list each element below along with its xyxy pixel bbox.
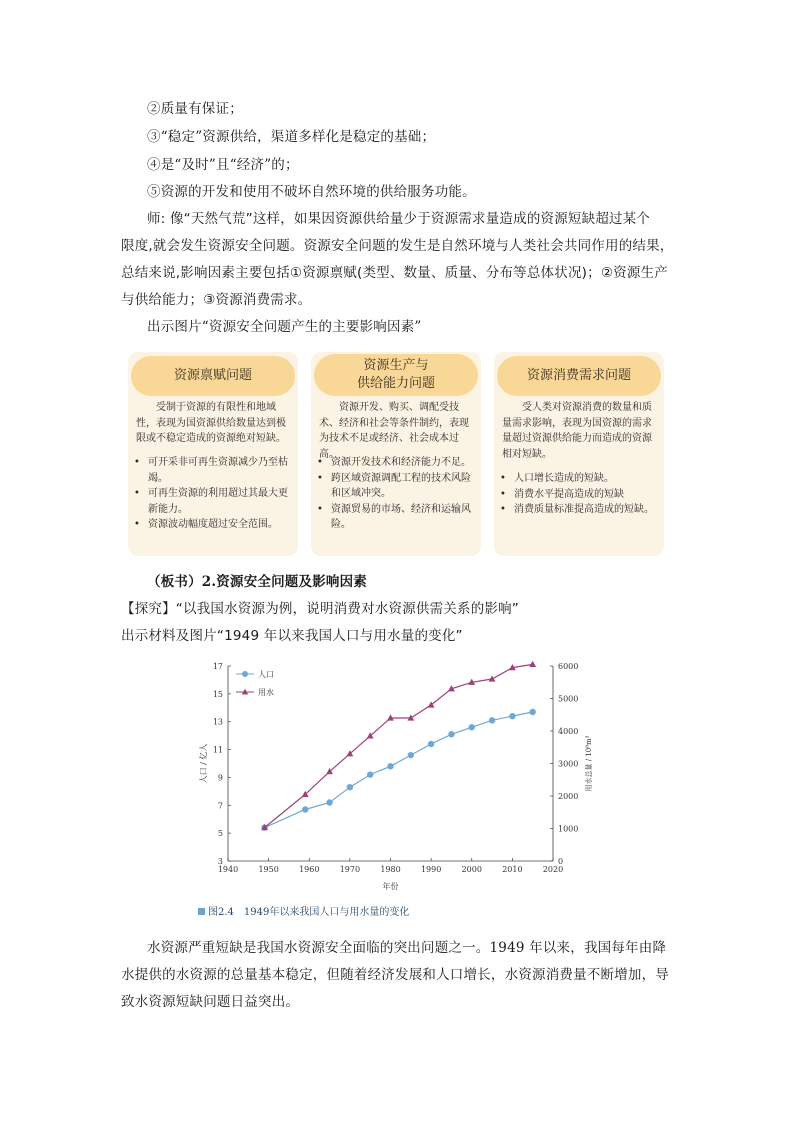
card-demand [494, 352, 664, 556]
data-point-1 [529, 661, 536, 667]
data-point-0 [367, 771, 373, 777]
data-point-0 [387, 763, 393, 769]
closing-line-2: 水提供的水资源的总量基本稳定，但随着经济发展和人口增长，水资源消费量不断增加，导 [121, 967, 669, 983]
caption-text: 图2.4 1949年以来我国人口与用水量的变化 [208, 907, 410, 918]
data-point-0 [408, 752, 414, 758]
legend-marker-0 [242, 671, 248, 677]
caption-square-icon [198, 908, 205, 915]
intro-line-1: ②质量有保证； [147, 101, 243, 117]
y-right-tick-label: 3000 [558, 759, 579, 769]
intro-line-4: ⑤资源的开发和使用不破坏自然环境的供给服务功能。 [147, 184, 476, 200]
y-left-tick-label: 11 [212, 745, 223, 755]
data-point-0 [302, 806, 308, 812]
x-tick-label: 1980 [380, 865, 401, 874]
x-tick-label: 1990 [420, 865, 442, 874]
teacher-line-3: 总结来说,影响因素主要包括①资源禀赋(类型、数量、质量、分布等总体状况)；②资源生产 [121, 265, 668, 281]
list-item: • 可再生资源的利用超过其最大更新能力。 [134, 486, 292, 517]
card-supply [311, 352, 481, 556]
y-left-tick-label: 5 [217, 829, 223, 839]
x-tick-label: 2010 [502, 865, 523, 874]
x-tick-label: 2020 [542, 865, 564, 874]
data-point-0 [489, 717, 495, 723]
list-item: • 人口增长造成的短缺。 [500, 471, 658, 487]
data-point-0 [326, 799, 332, 805]
legend-label-1: 用水 [258, 688, 274, 697]
data-point-0 [509, 713, 515, 719]
teacher-line-1: 师: 像“天然气荒”这样，如果因资源供给量少于资源需求量造成的资源短缺超过某个 [147, 211, 651, 227]
series-line-1 [265, 664, 533, 827]
y-right-tick-label: 5000 [558, 694, 579, 704]
chart-svg [196, 658, 593, 898]
explore-line: 【探究】“以我国水资源为例，说明消费对水资源供需关系的影响” [121, 601, 519, 617]
data-point-0 [529, 709, 535, 715]
y-right-tick-label: 0 [558, 857, 564, 866]
data-point-0 [448, 731, 454, 737]
y-left-tick-label: 17 [212, 662, 223, 671]
show-picture-line: 出示图片“资源安全问题产生的主要影响因素” [147, 319, 422, 335]
list-item: • 跨区域资源调配工程的技术风险和区域冲突。 [317, 471, 475, 502]
y-left-tick-label: 9 [217, 773, 223, 783]
y-left-tick-label: 7 [217, 801, 223, 811]
list-item: • 消费质量标准提高造成的短缺。 [500, 502, 658, 518]
material-line: 出示材料及图片“1949 年以来我国人口与用水量的变化” [121, 628, 463, 644]
closing-line-3: 致水资源短缺问题日益突出。 [121, 994, 300, 1010]
teacher-line-4: 与供给能力；③资源消费需求。 [121, 292, 312, 308]
y-left-tick-label: 15 [212, 689, 223, 699]
card-demand-title: 资源消费需求问题 [497, 356, 661, 396]
y-right-tick-label: 1000 [558, 824, 579, 834]
intro-line-3: ④是“及时”且“经济”的； [147, 157, 299, 173]
card-supply-list [317, 455, 475, 533]
card-supply-intro: 资源开发、购买、调配受技术、经济和社会等条件制约，表现为技术不足或经济、社会成本过高。 [319, 402, 469, 460]
data-point-0 [469, 724, 475, 730]
population-water-chart [196, 658, 593, 920]
card-endowment-list [134, 455, 292, 533]
list-item: • 资源开发技术和经济能力不足。 [317, 455, 475, 471]
y-right-tick-label: 2000 [558, 792, 579, 801]
x-tick-label: 1940 [217, 865, 239, 874]
card-supply-title-line-2: 供给能力问题 [356, 376, 435, 391]
data-point-0 [428, 741, 434, 747]
y-right-tick-label: 4000 [558, 727, 579, 736]
list-item: • 可开采非可再生资源减少乃至枯竭。 [134, 455, 292, 486]
card-supply-title-line-1: 资源生产与 [363, 358, 429, 374]
list-item: • 消费水平提高造成的短缺 [500, 487, 658, 503]
closing-line-1: 水资源严重短缺是我国水资源安全面临的突出问题之一。1949 年以来，我国每年由降 [147, 940, 667, 956]
card-endowment [128, 352, 298, 556]
y-left-axis-label: 人口 / 亿人 [199, 743, 208, 784]
teacher-line-2: 限度,就会发生资源安全问题。资源安全问题的发生是自然环境与人类社会共同作用的结果， [121, 238, 674, 254]
x-tick-label: 2000 [461, 865, 482, 874]
y-right-tick-label: 6000 [558, 662, 579, 671]
card-endowment-title: 资源禀赋问题 [131, 356, 295, 396]
x-tick-label: 1950 [258, 865, 279, 874]
x-tick-label: 1970 [339, 865, 361, 874]
list-item: • 资源贸易的市场、经济和运输风险。 [317, 502, 475, 533]
y-left-tick-label: 13 [212, 717, 223, 727]
figure-caption [198, 903, 409, 918]
data-point-0 [347, 784, 353, 790]
x-tick-label: 1960 [299, 865, 320, 874]
list-item: • 资源波动幅度超过安全范围。 [134, 517, 292, 533]
x-axis-label: 年份 [382, 882, 399, 891]
y-left-tick-label: 3 [217, 857, 223, 866]
factor-figure [128, 352, 664, 556]
intro-line-2: ③“稳定”资源供给，渠道多样化是稳定的基础； [147, 129, 436, 145]
legend-label-0: 人口 [258, 670, 274, 679]
card-supply-title [314, 354, 478, 396]
card-endowment-intro: 受制于资源的有限性和地域性，表现为国资源供给数量达到极限或不稳定造成的资源绝对短缺。 [136, 402, 286, 444]
data-point-1 [489, 675, 496, 681]
y-right-axis-label: 用水总量 / 10⁸m³ [585, 735, 593, 792]
card-demand-list [500, 471, 658, 518]
board-heading: （板书）2.资源安全问题及影响因素 [147, 574, 367, 590]
card-demand-intro: 受人类对资源消费的数量和质量需求影响，表现为国资源的需求量超过资源供给能力而造成的资源相对短缺。 [502, 402, 652, 460]
